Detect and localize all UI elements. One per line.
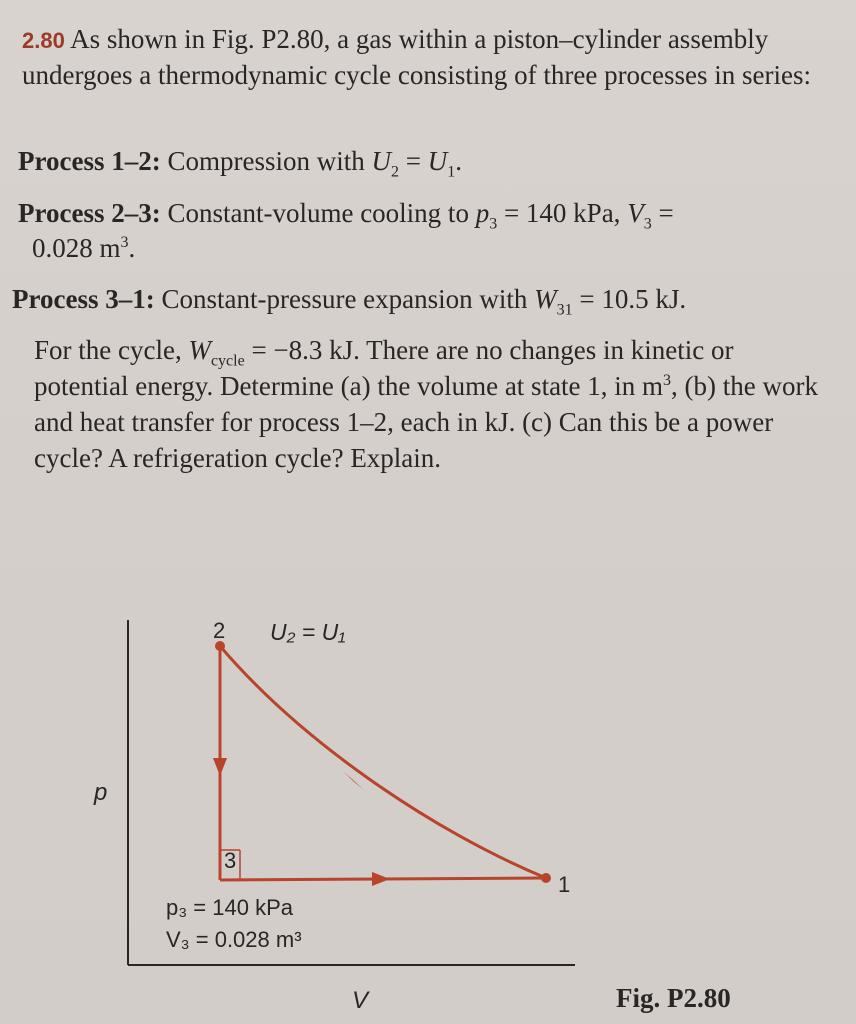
process-1-2-label: Process 1–2:: [18, 146, 161, 176]
u1-symbol: U: [427, 146, 448, 176]
state-label-1: 1: [558, 872, 571, 897]
p3-subscript: 3: [489, 215, 498, 233]
question-part-c: , (b) the work and heat transfer for process 1–2, each in kJ. (c) Can this be a power cycle? A refrigeration cycle? Explain.: [34, 371, 819, 473]
process-paths: [213, 641, 551, 886]
u1-subscript: 1: [447, 163, 456, 181]
v3-value: 0.028 m: [32, 233, 121, 263]
v3-exponent: 3: [120, 234, 129, 251]
problem-number: 2.80: [22, 28, 65, 53]
problem-intro-text: As shown in Fig. P2.80, a gas within a piston–cylinder assembly undergoes a thermodynamic cycle consisting of three processes in series:: [22, 24, 812, 90]
p3-symbol: p: [475, 198, 490, 228]
x-axis-label: V: [352, 987, 369, 1014]
process-2-3: Process 2–3: Constant-volume cooling to $p_3 = 140$ kPa, $V_3$ = 0.028 $m^3$.: [18, 198, 674, 263]
wcycle-symbol: W: [188, 335, 211, 365]
state-label-2: 2: [213, 618, 226, 643]
question-exponent: 3: [663, 372, 672, 389]
state-3-pressure-note: p₃ = 140 kPa: [166, 895, 293, 920]
process-1-2-text: Compression with: [167, 146, 365, 176]
p3-value: = 140 kPa,: [503, 198, 621, 228]
v3-symbol: V: [627, 198, 644, 228]
figure-caption: Fig. P2.80: [616, 983, 731, 1013]
w31-symbol: W: [534, 284, 557, 314]
process-3-1-label: Process 3–1:: [12, 284, 155, 314]
w31-subscript: 31: [556, 301, 573, 319]
u2-symbol: U: [371, 146, 391, 176]
process-2-3-label: Process 2–3:: [18, 198, 161, 228]
arrow-3-1: [372, 872, 390, 886]
y-axis-label: p: [94, 779, 108, 806]
internal-energy-note: U₂ = U₁: [270, 619, 346, 645]
wcycle-subscript: cycle: [210, 352, 245, 370]
state-point-1: [541, 873, 551, 883]
question-part-a: For the cycle,: [34, 335, 182, 365]
state-3-volume-note: V₃ = 0.028 m³: [166, 927, 302, 952]
v3-subscript: 3: [643, 215, 652, 233]
u2-subscript: 2: [390, 163, 399, 181]
w31-value: = 10.5 kJ.: [579, 284, 687, 314]
process-3-1-text: Constant-pressure expansion with: [161, 284, 528, 314]
question-part-b: = −8.3 kJ. There are no changes in kinetic or potential energy. Determine (a) the volume at state 1, in m: [34, 335, 734, 401]
state-label-3: 3: [224, 848, 237, 873]
process-2-3-text: Constant-volume cooling to: [167, 198, 469, 228]
process-1-2: Process 1–2: Compression with $U_2 = U_1$.: [18, 146, 462, 181]
arrow-2-3: [213, 758, 227, 776]
process-1-2-curve: [220, 646, 546, 878]
